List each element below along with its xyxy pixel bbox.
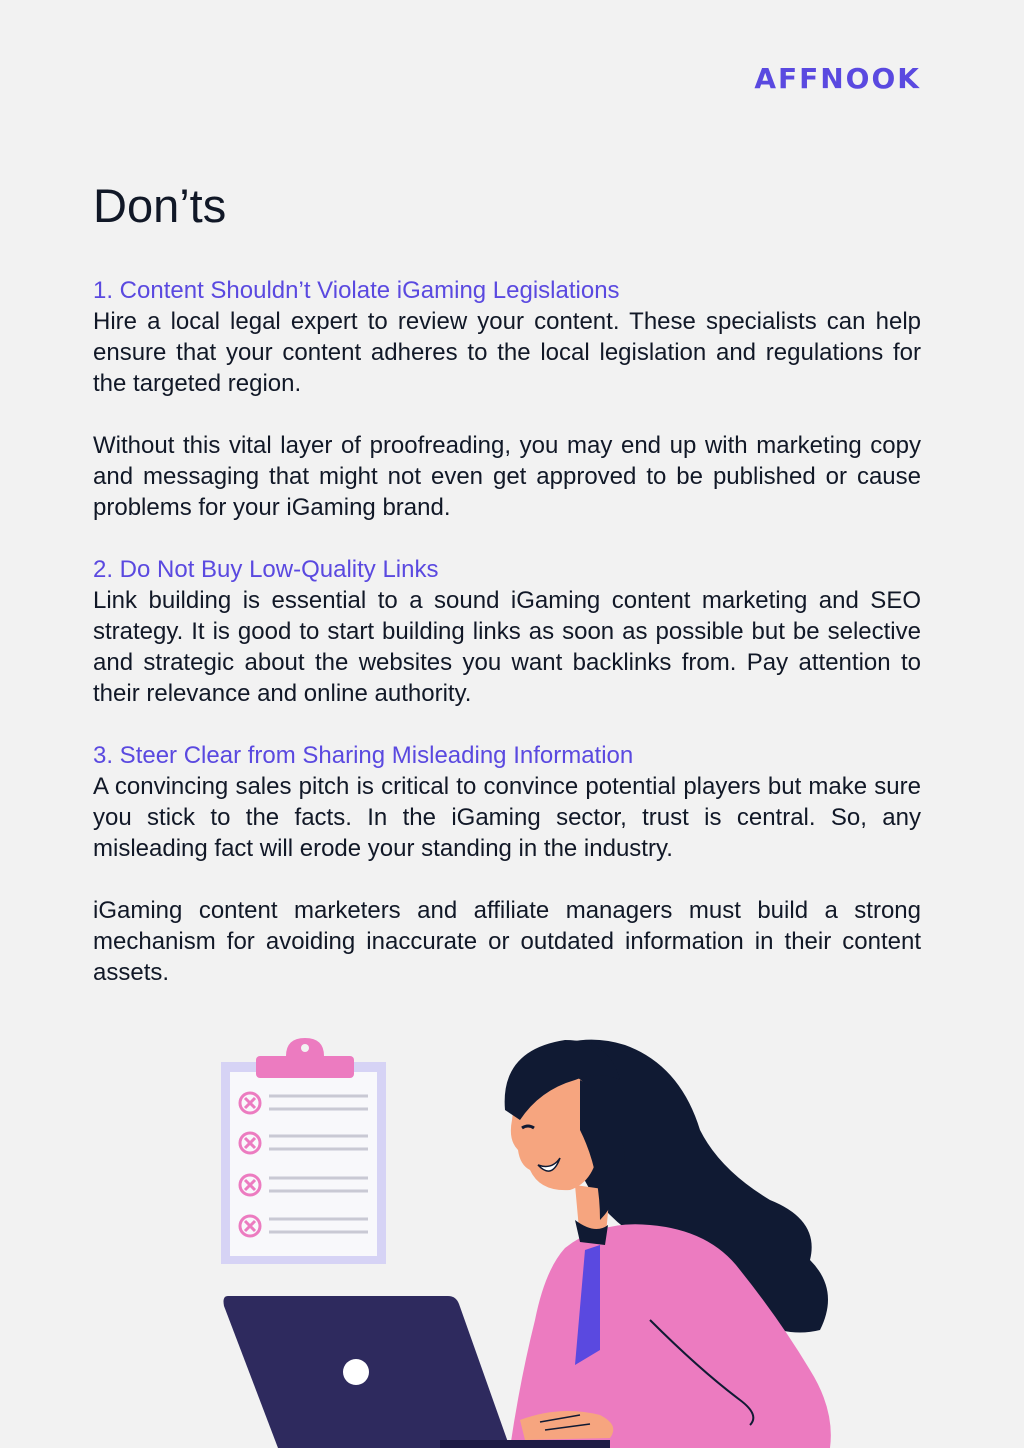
section-heading: 1. Content Shouldn’t Violate iGaming Legislations [93,277,620,304]
paragraph-spacer [93,399,921,430]
woman-at-laptop-illustration [180,1020,880,1448]
paragraph: A convincing sales pitch is critical to convince potential players but make sure you stick to the facts. In the iGaming sector, trust is central. So, any misleading fact will erode your standing in the industry. [93,773,921,862]
woman-figure [505,1040,831,1448]
section-links [93,554,921,709]
paragraph: Hire a local legal expert to review your content. These specialists can help ensure that your content adheres to the local legislation and regulations for the targeted region. [93,308,921,397]
section-legislation [93,275,921,523]
page-title: Don’ts [93,179,227,232]
paragraph: iGaming content marketers and affiliate managers must build a strong mechanism for avoiding inaccurate or outdated information in their content assets. [93,897,921,986]
content-body [93,275,921,988]
paragraph: Link building is essential to a sound iGaming content marketing and SEO strategy. It is good to start building links as soon as possible but be selective and strategic about the websites you want backlinks from. Pay attention to their relevance and online authority. [93,587,921,707]
paragraph: Without this vital layer of proofreading, you may end up with marketing copy and messaging that might not even get approved to be published or cause problems for your iGaming brand. [93,432,921,521]
section-spacer [93,709,921,740]
section-misleading [93,740,921,988]
paragraph-spacer [93,864,921,895]
brand-logo [721,62,921,94]
clipboard-icon [221,1038,386,1264]
logo-text: AFFNOOK [754,61,921,95]
section-spacer [93,523,921,554]
section-heading: 2. Do Not Buy Low-Quality Links [93,556,439,583]
section-heading: 3. Steer Clear from Sharing Misleading Information [93,742,634,769]
